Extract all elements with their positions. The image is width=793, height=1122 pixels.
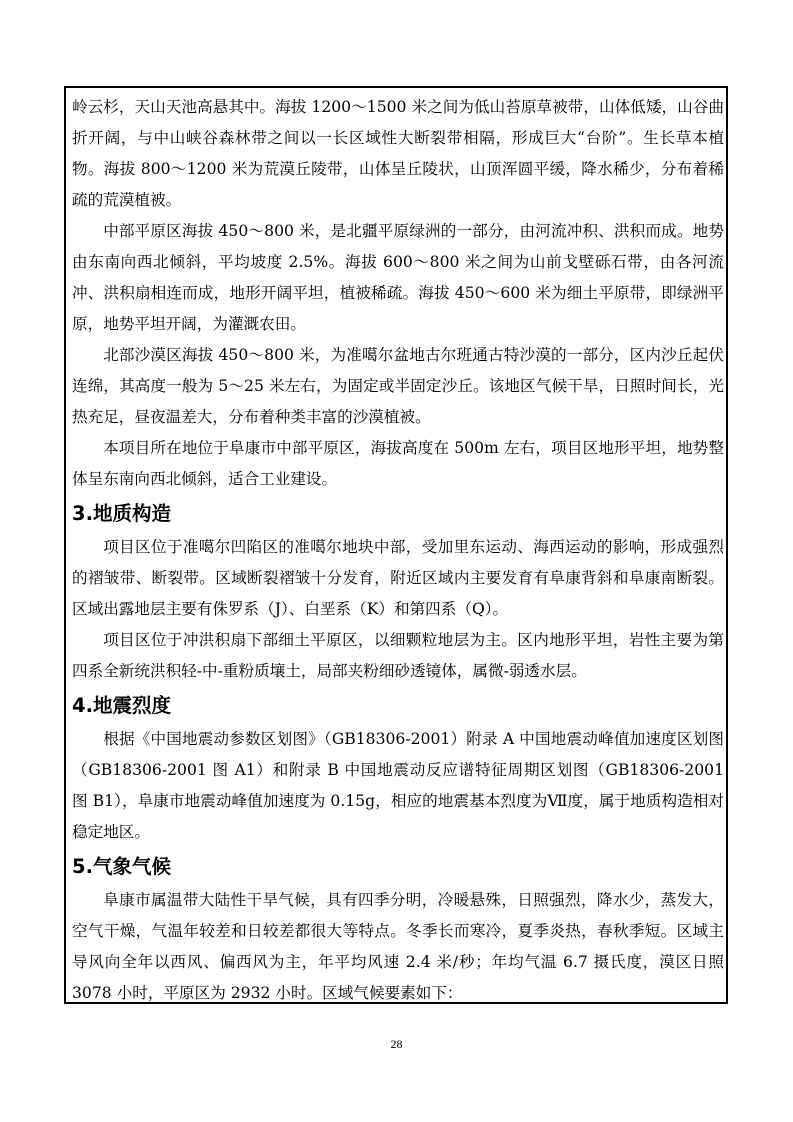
- paragraph-central-plain: 中部平原区海拔 450～800 米，是北疆平原绿洲的一部分，由河流冲积、洪积而成。地势由东南向西北倾斜，平均坡度 2.5%。海拔 600～800 米之间为山前戈壁砾石带，由各河流冲、洪积扇相连而成，地形开阔平坦，植被稀疏。海拔 450～600 米为细土平原带，即绿洲平原，地势平坦开阔，为灌溉农田。: [72, 222, 724, 333]
- paragraph-geology-1: 项目区位于准噶尔凹陷区的准噶尔地块中部，受加里东运动、海西运动的影响，形成强烈的褶皱带、断裂带。区域断裂褶皱十分发育，附近区域内主要发育有阜康背斜和阜康南断裂。区域出露地层主要有侏罗系（J）、白垩系（K）和第四系（Q）。: [72, 538, 724, 618]
- paragraph-northern-desert: 北部沙漠区海拔 450～800 米，为准噶尔盆地古尔班通古特沙漠的一部分，区内沙丘起伏连绵，其高度一般为 5～25 米左右，为固定或半固定沙丘。该地区气候干旱，日照时间长，光热充足，昼夜温差大，分布着种类丰富的沙漠植被。: [72, 346, 724, 426]
- paragraph-climate: 阜康市属温带大陆性干旱气候，具有四季分明，冷暖悬殊，日照强烈，降水少，蒸发大，空气干燥，气温年较差和日较差都很大等特点。冬季长而寒冷，夏季炎热，春秋季短。区域主导风向全年以西风、偏西风为主，年平均风速 2.4 米/秒；年均气温 6.7 摄氏度，漠区日照 3078 小时，平原区为 2932 小时。区域气候要素如下：: [72, 891, 724, 1002]
- page-number: 28: [390, 1037, 403, 1051]
- section-heading-geology: 3.地质构造: [72, 502, 171, 525]
- paragraph-continued: 岭云杉，天山天池高悬其中。海拔 1200～1500 米之间为低山苔原草被带，山体低矮，山谷曲折开阔，与中山峡谷森林带之间以一长区域性大断裂带相隔，形成巨大“台阶”。生长草本植物。海拔 800～1200 米为荒漠丘陵带，山体呈丘陵状，山顶浑圆平缓，降水稀少，分布着稀疏的荒漠植被。: [72, 98, 724, 209]
- section-heading-climate: 5.气象气候: [72, 855, 171, 878]
- section-heading-seismic: 4.地震烈度: [72, 694, 171, 717]
- paragraph-project-location: 本项目所在地位于阜康市中部平原区，海拔高度在 500m 左右，项目区地形平坦，地势整体呈东南向西北倾斜，适合工业建设。: [72, 439, 724, 488]
- paragraph-seismic: 根据《中国地震动参数区划图》（GB18306-2001）附录 A 中国地震动峰值加速度区划图（GB18306-2001 图 A1）和附录 B 中国地震动反应谱特征周期区划图（GB18306-2001 图 B1），阜康市地震动峰值加速度为 0.15g，相应的地震基本烈度为Ⅶ度，属于地质构造相对稳定地区。: [72, 730, 724, 841]
- paragraph-geology-2: 项目区位于冲洪积扇下部细土平原区，以细颗粒地层为主。区内地形平坦，岩性主要为第四系全新统洪积轻-中-重粉质壤土，局部夹粉细砂透镜体，属微-弱透水层。: [72, 631, 724, 680]
- document-body: [72, 92, 724, 1009]
